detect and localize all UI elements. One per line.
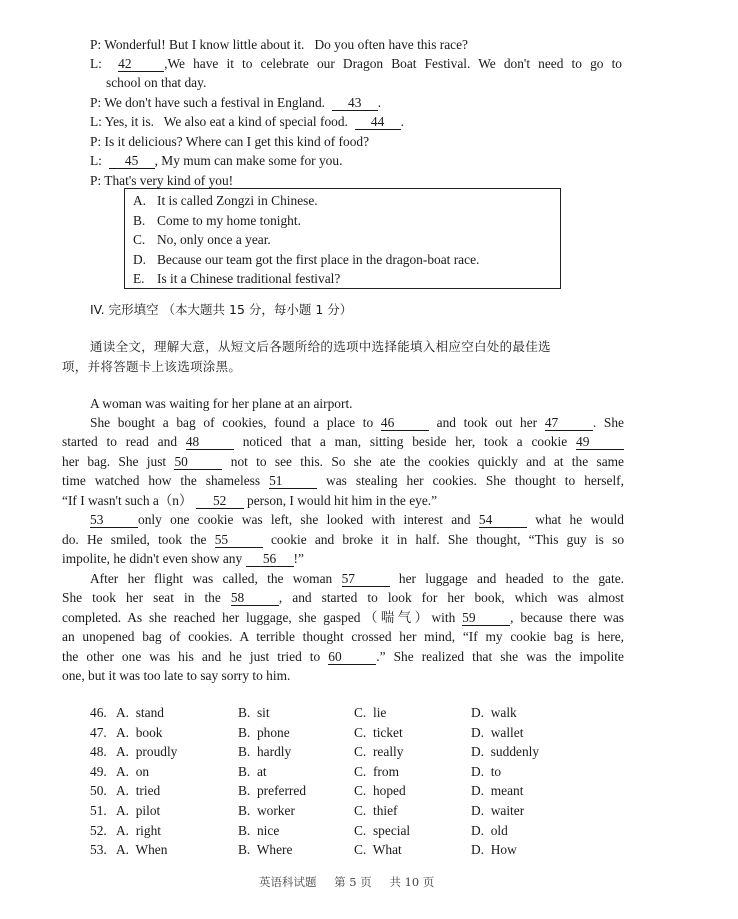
option-a	[133, 191, 318, 210]
passage-line	[62, 471, 624, 490]
blank-51: 51	[269, 474, 317, 489]
passage-line	[62, 432, 624, 451]
blank-49: 49	[576, 435, 624, 450]
choice-option-a: A. book	[116, 724, 163, 740]
blank-55: 55	[215, 533, 263, 548]
dialogue-line	[90, 35, 468, 54]
choice-option-c: C. from	[354, 763, 400, 779]
speaker-label: P:	[90, 134, 102, 149]
blank-52: 52	[196, 494, 244, 509]
choice-option-c: C. thief	[354, 802, 398, 818]
option-key: A.	[133, 193, 147, 208]
passage-text: cookie and broke it in half. She thought, “This guy is so	[262, 532, 625, 547]
speaker-label: P:	[90, 95, 102, 110]
question-number: 48.	[90, 744, 107, 760]
choice-row	[90, 723, 590, 743]
dialogue-text: Yes, it is. We also eat a kind of special food.	[101, 114, 355, 129]
passage-line	[62, 530, 624, 549]
blank-56: 56	[246, 552, 294, 567]
choice-option-a: A. When	[116, 842, 168, 858]
blank-42: 42	[118, 57, 164, 72]
passage-text: completed. As she reached her luggage, she gasped（喘气）with	[62, 610, 463, 625]
footer-page: 第 5 页	[334, 875, 372, 889]
passage-text: She took her seat in the	[62, 590, 231, 605]
choice-row	[90, 821, 590, 841]
dialogue-text: ,We have it to celebrate our Dragon Boat Festival. We don't need to go to	[164, 56, 622, 71]
section-instruction-line-2: 项，并将答题卡上该选项涂黑。	[62, 359, 242, 374]
blank-59: 59	[462, 611, 510, 626]
passage-text: her bag. She just	[62, 454, 175, 469]
passage-text: her luggage and headed to the gate.	[389, 571, 624, 586]
blank-53: 53	[90, 513, 138, 528]
choice-option-d: D. to	[471, 763, 502, 779]
dialogue-text: That's very kind of you!	[101, 173, 234, 188]
blank-50: 50	[174, 455, 222, 470]
passage-text: .” She realized that she was the impolite	[376, 649, 624, 664]
page-footer	[259, 874, 448, 890]
choice-row	[90, 742, 590, 762]
options-box	[124, 188, 561, 289]
question-number: 51.	[90, 802, 107, 818]
choice-option-c: C. special	[354, 822, 411, 838]
passage-text: not to see this. So she ate the cookies quickly and at the same	[222, 454, 624, 469]
choice-option-d: D. How	[471, 842, 517, 858]
passage-text: one, but it was too late to say sorry to him.	[62, 668, 291, 683]
choice-option-d: D. waiter	[471, 802, 525, 818]
choice-option-b: B. phone	[238, 724, 290, 740]
speaker-label: L:	[90, 114, 102, 129]
choice-row	[90, 840, 590, 860]
blank-48: 48	[186, 435, 234, 450]
choice-row	[90, 703, 590, 723]
option-d	[133, 250, 479, 269]
choice-option-d: D. meant	[471, 783, 524, 799]
passage-text: . She	[592, 415, 624, 430]
dialogue-text: .	[377, 95, 382, 110]
option-e	[133, 269, 340, 288]
choice-option-b: B. nice	[238, 822, 280, 838]
option-text: It is called Zongzi in Chinese.	[157, 193, 318, 208]
option-text: Is it a Chinese traditional festival?	[157, 271, 341, 286]
choice-option-c: C. hoped	[354, 783, 406, 799]
choice-option-a: A. tried	[116, 783, 161, 799]
dialogue-text: Wonderful! But I know little about it. Do you often have this race?	[101, 37, 469, 52]
dialogue-text: Is it delicious? Where can I get this kind of food?	[101, 134, 370, 149]
choice-option-b: B. worker	[238, 802, 295, 818]
passage-text: person, I would hit him in the eye.”	[243, 493, 438, 508]
choice-option-b: B. hardly	[238, 744, 292, 760]
option-key: B.	[133, 212, 146, 228]
choice-option-b: B. sit	[238, 705, 270, 720]
dialogue-line	[90, 54, 622, 73]
choice-option-b: B. preferred	[238, 783, 307, 799]
dialogue-text: We don't have such a festival in England.	[101, 95, 332, 110]
passage-text: what he would	[526, 512, 624, 527]
blank-43: 43	[332, 96, 378, 111]
speaker-label: L:	[90, 56, 102, 71]
option-key: D.	[133, 251, 147, 267]
dialogue-text	[102, 56, 118, 71]
passage-text: and took out her	[428, 415, 545, 430]
passage-line	[62, 549, 304, 568]
question-number: 49.	[90, 763, 107, 779]
blank-57: 57	[342, 572, 390, 587]
passage-line	[62, 627, 624, 646]
option-key: E.	[133, 271, 145, 286]
choice-option-c: C. ticket	[354, 724, 403, 740]
choice-option-a: A. right	[116, 822, 162, 838]
question-number: 52.	[90, 822, 107, 838]
passage-line	[62, 647, 624, 666]
choice-row	[90, 801, 590, 821]
option-c	[133, 230, 271, 249]
passage-text: noticed that a man, sitting beside her, took a cookie	[233, 434, 576, 449]
section-title: IV. 完形填空 （本大题共 15 分，每小题 1 分）	[90, 302, 353, 317]
speaker-label: P:	[90, 173, 102, 188]
passage-text: , and started to look for her book, which was almost	[278, 590, 625, 605]
blank-58: 58	[231, 591, 279, 606]
passage-line	[62, 491, 437, 510]
footer-total: 共 10 页	[389, 875, 435, 889]
passage-text: !”	[293, 551, 304, 566]
choice-option-d: D. wallet	[471, 724, 524, 740]
choice-option-d: D. suddenly	[471, 744, 540, 760]
blank-60: 60	[328, 650, 376, 665]
passage-title-line: A woman was waiting for her plane at an airport.	[90, 396, 353, 411]
question-number: 47.	[90, 724, 107, 740]
choice-option-a: A. proudly	[116, 744, 178, 760]
dialogue-line	[90, 93, 381, 112]
speaker-label: P:	[90, 37, 102, 52]
passage-line	[90, 510, 624, 529]
choice-option-a: A. pilot	[116, 802, 161, 818]
choice-option-d: D. walk	[471, 705, 517, 720]
blank-46: 46	[381, 416, 429, 431]
choice-option-b: B. Where	[238, 842, 293, 858]
passage-text: only one cookie was left, she looked with interest and	[138, 512, 479, 527]
passage-text: do. He smiled, took the	[62, 532, 215, 547]
dialogue-line	[90, 151, 342, 170]
passage-text: started to read and	[62, 434, 186, 449]
choice-row	[90, 781, 590, 801]
dialogue-text	[102, 153, 109, 168]
passage-text: She bought a bag of cookies, found a place to	[90, 415, 381, 430]
passage-text: “If I wasn't such a（n）	[62, 493, 196, 508]
dialogue-text: school on that day.	[106, 75, 207, 90]
choice-option-c: C. What	[354, 842, 402, 858]
choice-option-d: D. old	[471, 822, 508, 838]
blank-45: 45	[109, 154, 155, 169]
passage-text: the other one was his and he just tried to	[62, 649, 329, 664]
answer-choices	[90, 703, 590, 860]
choice-row	[90, 762, 590, 782]
passage-text: After her flight was called, the woman	[90, 571, 342, 586]
dialogue-text: , My mum can make some for you.	[154, 153, 343, 168]
dialogue-line	[106, 73, 206, 92]
passage-text: impolite, he didn't even show any	[62, 551, 246, 566]
question-number: 53.	[90, 842, 107, 858]
passage-line	[90, 569, 624, 588]
choice-option-c: C. really	[354, 744, 404, 760]
blank-54: 54	[479, 513, 527, 528]
passage-line	[62, 452, 624, 471]
passage-line	[90, 413, 624, 432]
option-text: No, only once a year.	[157, 232, 271, 247]
passage-text: was stealing her cookies. She thought to herself,	[317, 473, 624, 488]
passage-line	[62, 588, 624, 607]
passage-text: , because there was	[510, 610, 624, 625]
passage-text: time watched how the shameless	[62, 473, 270, 488]
passage-line	[62, 608, 624, 627]
option-text: Come to my home tonight.	[157, 212, 301, 228]
question-number: 46.	[90, 705, 107, 720]
speaker-label: L:	[90, 153, 102, 168]
choice-option-b: B. at	[238, 763, 267, 779]
dialogue-text: .	[400, 114, 404, 129]
blank-47: 47	[545, 416, 593, 431]
choice-option-c: C. lie	[354, 705, 387, 720]
passage-line	[62, 666, 290, 685]
section-instruction-line-1: 通读全文，理解大意，从短文后各题所给的选项中选择能填入相应空白处的最佳选	[90, 339, 551, 354]
option-text: Because our team got the first place in the dragon-boat race.	[157, 251, 480, 267]
option-key: C.	[133, 232, 146, 247]
dialogue-line	[90, 132, 369, 151]
passage-text: an unopened bag of cookies. A terrible thought crossed her mind, “If my cookie bag is here,	[62, 629, 624, 644]
dialogue-line	[90, 112, 404, 131]
footer-subject: 英语科试题	[259, 875, 317, 889]
option-b	[133, 211, 301, 230]
blank-44: 44	[355, 115, 401, 130]
choice-option-a: A. stand	[116, 705, 164, 720]
question-number: 50.	[90, 783, 107, 799]
choice-option-a: A. on	[116, 763, 150, 779]
